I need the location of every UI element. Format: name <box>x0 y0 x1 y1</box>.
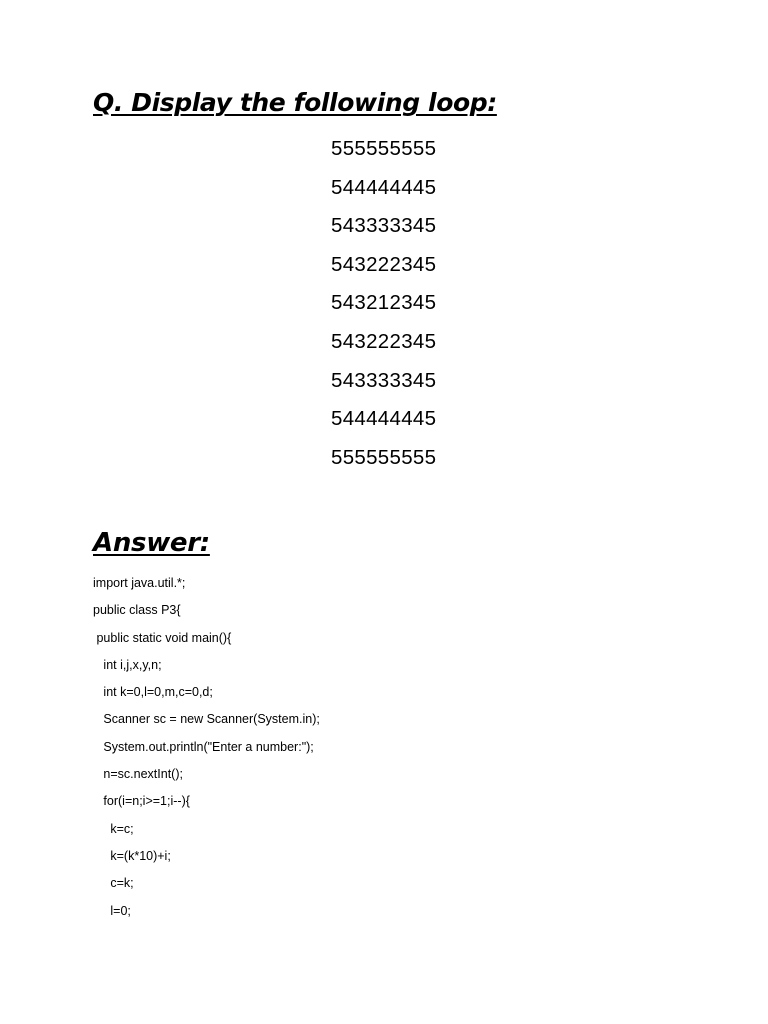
code-line: int i,j,x,y,n; <box>93 657 162 672</box>
code-line: Scanner sc = new Scanner(System.in); <box>93 712 320 727</box>
code-line: public class P3{ <box>93 603 181 618</box>
pattern-line: 544444445 <box>331 407 437 431</box>
code-line: int k=0,l=0,m,c=0,d; <box>93 685 213 700</box>
code-line: System.out.println("Enter a number:"); <box>93 739 314 754</box>
code-line: import java.util.*; <box>93 576 186 590</box>
pattern-line: 543212345 <box>331 291 437 315</box>
code-line: for(i=n;i>=1;i--){ <box>93 794 190 809</box>
pattern-line: 555555555 <box>331 137 437 160</box>
code-line: n=sc.nextInt(); <box>93 767 183 782</box>
pattern-line: 543222345 <box>331 329 437 353</box>
code-line: k=(k*10)+i; <box>93 848 171 863</box>
code-line: public static void main(){ <box>93 630 232 645</box>
pattern-line: 543222345 <box>331 252 437 276</box>
pattern-line: 543333345 <box>331 368 437 392</box>
pattern-line: 555555555 <box>331 445 437 469</box>
code-block <box>93 573 320 928</box>
pattern-line: 543333345 <box>331 214 437 238</box>
code-line: k=c; <box>93 821 134 836</box>
code-line: c=k; <box>93 876 134 891</box>
pattern-line: 544444445 <box>331 175 437 199</box>
question-title: Q. Display the following loop: <box>93 88 497 117</box>
code-line: l=0; <box>93 903 131 918</box>
number-pattern <box>331 134 436 481</box>
answer-heading: Answer: <box>93 528 210 558</box>
